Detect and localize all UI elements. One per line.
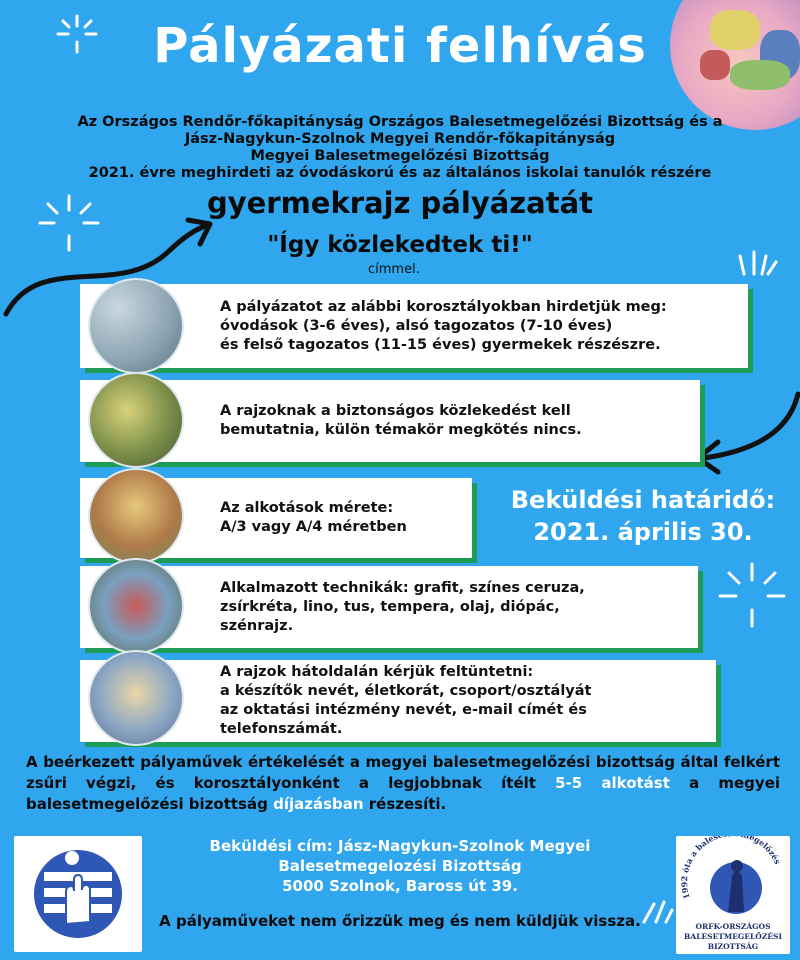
drawing-thumbnail [88,278,184,374]
mailing-address [150,836,650,896]
card-text: Az alkotások mérete: A/3 vagy A/4 méretben [220,500,407,535]
return-note: A pályaműveket nem őrizzük meg és nem küldjük vissza. [159,912,641,930]
info-card-techniques [80,566,698,648]
deadline-date: 2021. április 30. [533,518,753,546]
logo-text: BIZOTTSÁG [707,942,759,951]
card-text: A rajzok hátoldalán kérjük feltüntetni: a készítők nevét, életkorát, csoport/osztályát az oktatási intézmény nevét, e-mail címét és telefonszámát. [220,664,592,737]
logo-text: ORFK-ORSZÁGOS [695,922,771,931]
intro-text [20,114,780,182]
highlight-text: díjazásban [273,795,364,813]
orfk-emblem [676,836,790,918]
paragraph-text: A beérkezett pályaművek értékelését a megyei balesetmegelőzési bizottság által felkért zsűri végzi, és korosztályonként a legjobbnak ítélt [26,753,780,792]
info-card-theme [80,380,700,462]
card-text: A pályázatot az alábbi korosztályokban hirdetjük meg: óvodások (3-6 éves), alsó tagozatos (7-10 éves) és felső tagozatos (11-15 éves) gyermekek részészre. [220,298,667,353]
paragraph-text: a megyei balesetmegelőzési bizottság [26,774,781,813]
paragraph-text: részesíti. [363,795,447,813]
drawing-thumbnail [88,558,184,654]
page-title: Pályázati felhívás [153,18,647,74]
info-card-size [80,478,472,558]
info-card-age-groups [80,284,748,368]
card-text: A rajzoknak a biztonságos közlekedést kell bemutatnia, külön témakör megkötés nincs. [220,403,582,438]
svg-text:1992 óta a balesetek megelőzés: 1992 óta a bales egelőzés [679,836,783,901]
deadline-label: Beküldési határidő: [510,486,776,514]
orfk-committee-logo [676,836,790,954]
subhead: "Így közlekedtek ti!" [267,232,533,258]
logo-text: BALESETMEGELŐZÉSI [684,932,782,941]
card-text: Alkalmazott technikák: grafit, színes ceruza, zsírkréta, lino, tus, tempera, olaj, diópác, szénrajz. [220,579,585,634]
intro-line: 2021. évre meghirdeti az óvodáskorú és az általános iskolai tanulók részére [88,165,712,181]
intro-line: Megyei Balesetmegelőzési Bizottság [250,148,550,164]
evaluation-paragraph [26,752,780,815]
deadline [478,484,800,548]
drawing-thumbnail [88,650,184,746]
address-line: Balesetmegelozési Bizottság [278,857,522,875]
highlight-text: 5-5 alkotást [555,774,670,792]
info-card-back-info [80,660,716,742]
sparkle-icon [716,560,788,632]
curved-arrow-icon [684,388,800,478]
drawing-thumbnail [88,468,184,564]
intro-line: Az Országos Rendőr-főkapitányság Országos Balesetmegelőzési Bizottság és a [77,114,723,130]
drawing-thumbnail [88,372,184,468]
headline: gyermekrajz pályázatát [206,186,594,220]
county-committee-logo [14,836,142,952]
address-line: Beküldési cím: Jász-Nagykun-Szolnok Megyei [209,837,591,855]
cimmel-text: címmel. [368,262,420,277]
address-line: 5000 Szolnok, Baross út 39. [282,877,518,895]
intro-line: Jász-Nagykun-Szolnok Megyei Rendőr-főkapitányság [184,131,616,147]
